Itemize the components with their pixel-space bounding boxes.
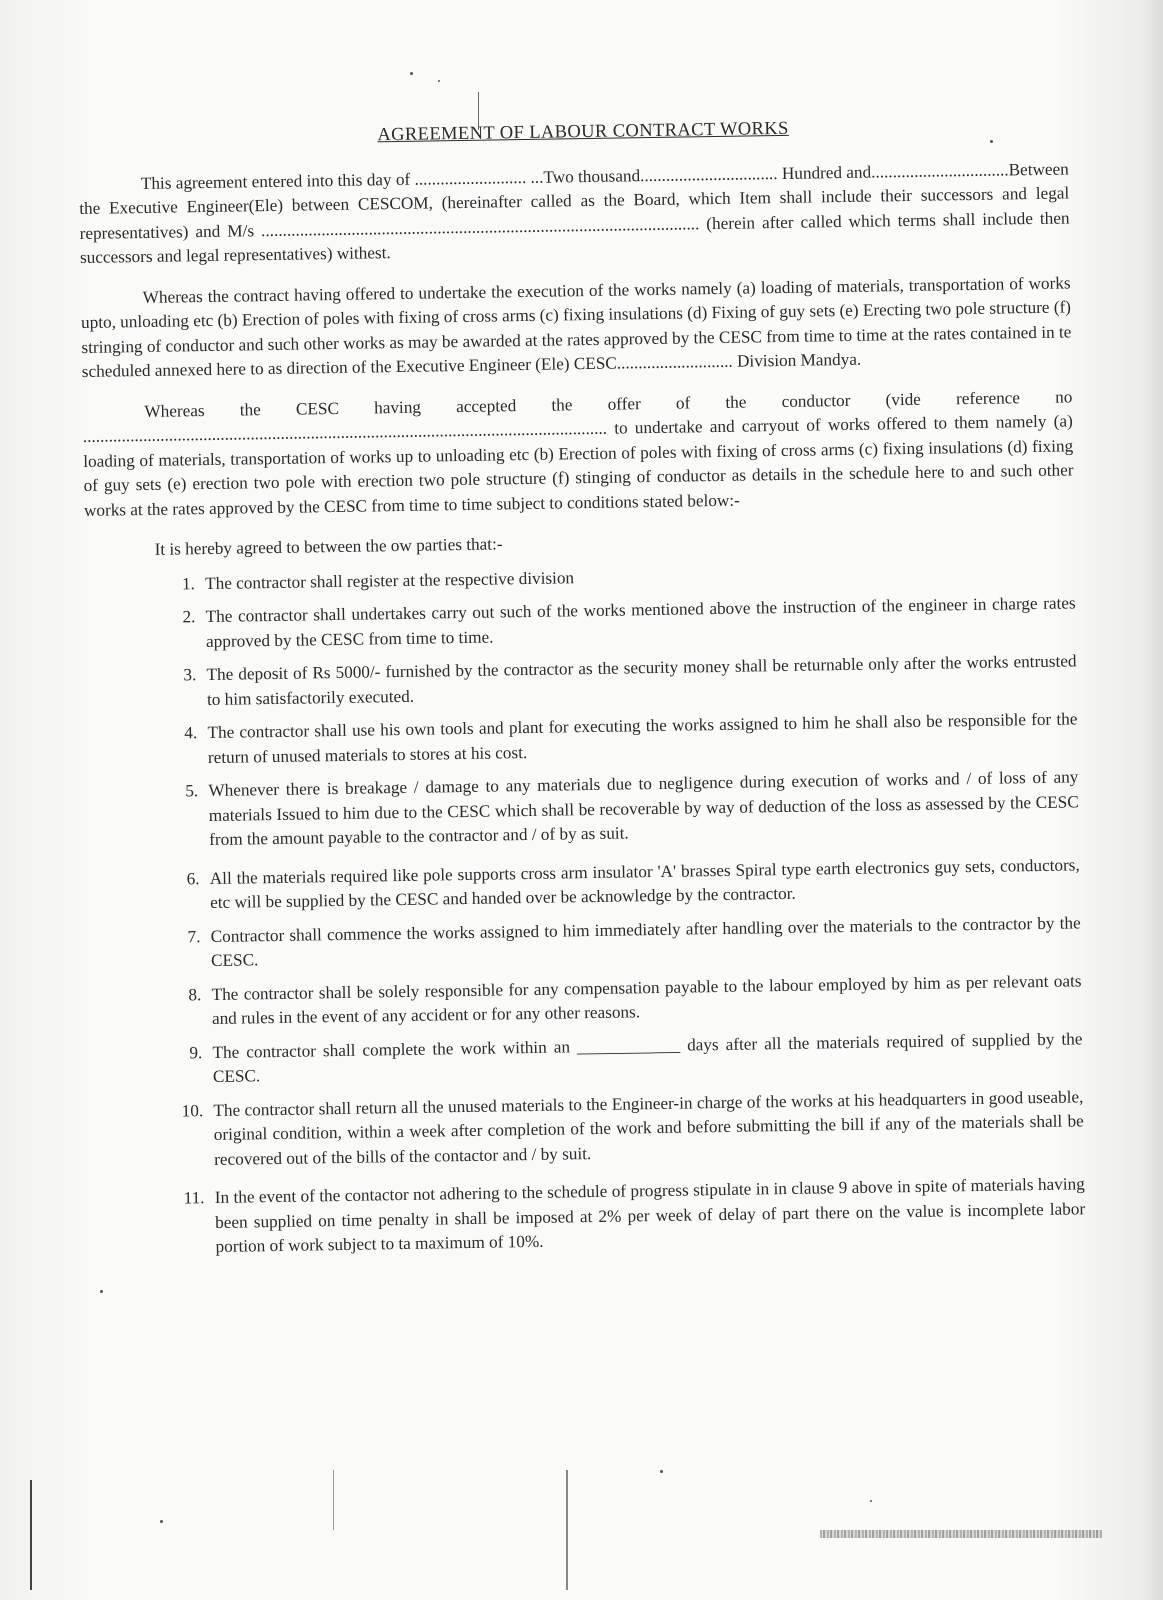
clause-item: 6. All the materials required like pole supports cross arm insulator 'A' brasses Spiral type earth electronics guy sets, conductors, etc will be supplied by the CESC and handed over be acknowledge by the contractor. <box>204 853 1081 916</box>
scan-artifact-line <box>333 1470 334 1530</box>
scan-speck <box>438 80 440 82</box>
clause-item: 4. The contractor shall use his own tools and plant for executing the works assigned to him he shall also be responsible for the return of unused materials to stores at his cost. <box>201 707 1078 770</box>
agreement-intro: This agreement entered into this day of .......................... ...Two thousand................................ Hundred and................................Between the Executive Engineer(Ele) between CESCOM, (hereinafter called as the Board, which Item shall include their successors and legal representatives) and M/s ...................................................................................................... (herein after called which terms shall include then successors and legal representatives) withest. <box>79 158 1070 267</box>
clause-item: 2. The contractor shall undertakes carry out such of the works mentioned above the instruction of the engineer in charge rates approved by the CESC from time to time. <box>200 591 1077 654</box>
document-title: AGREEMENT OF LABOUR CONTRACT WORKS <box>377 118 789 146</box>
scan-noise-bar <box>820 1530 1102 1538</box>
page-edge-shadow <box>1141 0 1163 1600</box>
scan-speck <box>870 1500 872 1502</box>
clause-item: 5. Whenever there is breakage / damage to any materials due to negligence during execution of works and / of loss of any materials Issued to him due to the CESC which shall be recoverable by way of deduction of the loss as assessed by the CESC from the amount payable to the contractor and / of by as suit. <box>202 765 1079 852</box>
margin-artifact-line <box>30 1480 32 1590</box>
clause-item: 1. The contractor shall register at the respective division <box>199 558 1075 596</box>
whereas-paragraph-1: Whereas the contract having offered to undertake the execution of the works namely (a) loading of materials, transportation of works upto, unloading etc (b) Erection of poles with fixing of cross arms (c) fixing insulations (d) Fixing of guy sets (e) Erecting two pole structure (f) stringing of conductor and such other works as may be awarded at the rates approved by the CESC from time to time at the rates contained in te scheduled annexed here to as direction of the Executive Engineer (Ele) CESC........................... Division Mandya. <box>80 272 1072 381</box>
scan-speck <box>660 1470 663 1473</box>
scan-artifact-line <box>566 1470 568 1590</box>
clause-item: 8. The contractor shall be solely responsible for any compensation payable to the labour employed by him as per relevant oats and rules in the event of any accident or for any other reasons. <box>205 969 1082 1032</box>
clause-item: 10. The contractor shall return all the unused materials to the Engineer-in charge of the works at his headquarters in good useable, original condition, within a week after completion of the work and before submitting the bill if any of the materials shall be recovered out of the bills of the contactor and / by suit. <box>207 1085 1084 1172</box>
agreed-statement: It is hereby agreed to between the ow parties that:- <box>154 534 503 559</box>
whereas-paragraph-2: Whereas the CESC having accepted the offer of the conductor (vide reference no .......................................................................................................................... to undertake and carryout of works offered to them namely (a) loading of materials, transportation of works up to unloading etc (b) Erection of poles with fixing of cross arms (c) fixing insulations (d) fixing of guy sets (e) erection two pole with erection two pole structure (f) stinging of conductor as details in the schedule here to and such other works at the rates approved by the CESC from time to time subject to conditions stated below:- <box>82 386 1074 520</box>
scan-speck <box>410 72 413 75</box>
clause-item: 9. The contractor shall complete the work within an ____________ days after all the materials required of supplied by the CESC. <box>206 1027 1083 1090</box>
clause-item: 7. Contractor shall commence the works assigned to him immediately after handling over the materials to the contractor by the CESC. <box>205 911 1082 974</box>
scan-speck <box>160 1520 163 1523</box>
document-body <box>78 112 1086 1270</box>
clause-list <box>85 558 1086 1261</box>
scan-speck <box>100 1290 103 1293</box>
clause-item: 11. In the event of the contactor not adhering to the schedule of progress stipulate in in clause 9 above in spite of materials having been supplied on time penalty in shall be imposed at 2% per week of delay of part there on the value is incomplete labor portion of work subject to ta maximum of 10%. <box>209 1172 1086 1259</box>
clause-item: 3. The deposit of Rs 5000/- furnished by the contractor as the security money shall be returnable only after the works entrusted to him satisfactorily executed. <box>200 649 1077 712</box>
